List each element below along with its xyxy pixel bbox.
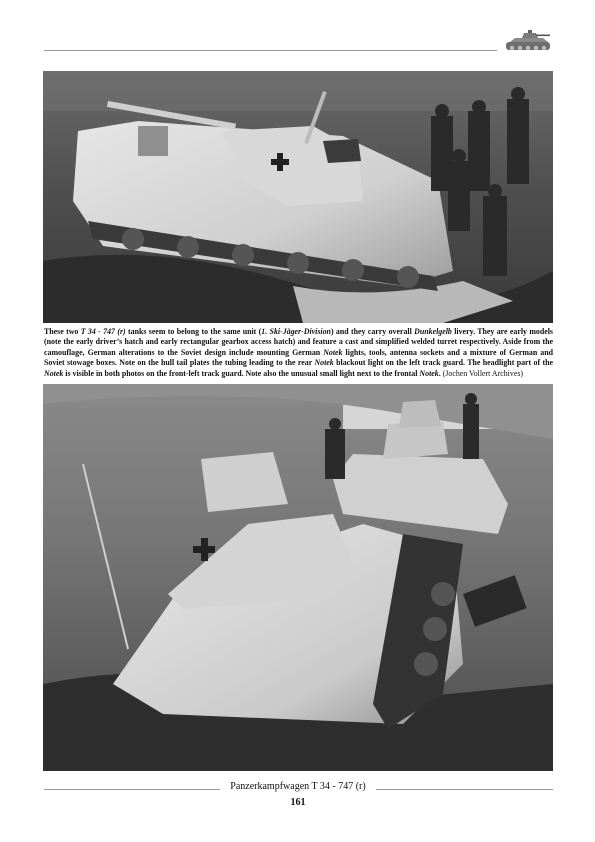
caption-segment: 1. Ski-Jäger-Division <box>261 327 331 336</box>
caption-segment: tanks seem to belong to the same unit ( <box>125 327 262 336</box>
caption-segment: Dunkelgelb <box>414 327 452 336</box>
caption-segment: These two <box>44 327 81 336</box>
caption-segment: livery. They are early models (note the early driver’s hatch and early rectangular gearbox access hatch) and feature a cast and simplified welded turret respectively. Aside from the camouflage, German alterations to the Soviet design include mounting German <box>44 327 553 357</box>
caption-segment: is visible in both photos on the front-left track guard. Note also the unusual small light next to the frontal <box>63 368 420 378</box>
caption-segment: Notek <box>419 368 439 378</box>
footer-rule-right <box>376 789 553 790</box>
caption-segment: Notek <box>44 368 64 378</box>
caption-segment: blackout light on the left track guard. The headlight part of the <box>333 358 553 368</box>
photo-top <box>43 71 553 323</box>
caption-segment: (Jochen Vollert Archives) <box>442 368 524 378</box>
caption-segment: . <box>438 368 443 378</box>
tank-silhouette-icon <box>503 26 553 56</box>
caption-segment: Notek <box>323 347 343 357</box>
footer-rule-left <box>44 789 220 790</box>
page-number: 161 <box>290 797 306 808</box>
caption-segment: lights, tools, antenna sockets and a mixture of German and Soviet stowage boxes. Note on the hull tail plates the tubing leading to the rear <box>44 347 553 368</box>
photo-caption <box>44 327 553 379</box>
running-footer-title: Panzerkampfwagen T 34 - 747 (r) <box>230 781 366 792</box>
caption-segment: Notek <box>314 358 334 368</box>
photo-bottom <box>43 384 553 771</box>
caption-segment: T 34 - 747 (r) <box>80 327 126 336</box>
caption-segment: ) and they carry overall <box>330 327 415 336</box>
header-rule <box>44 50 497 51</box>
